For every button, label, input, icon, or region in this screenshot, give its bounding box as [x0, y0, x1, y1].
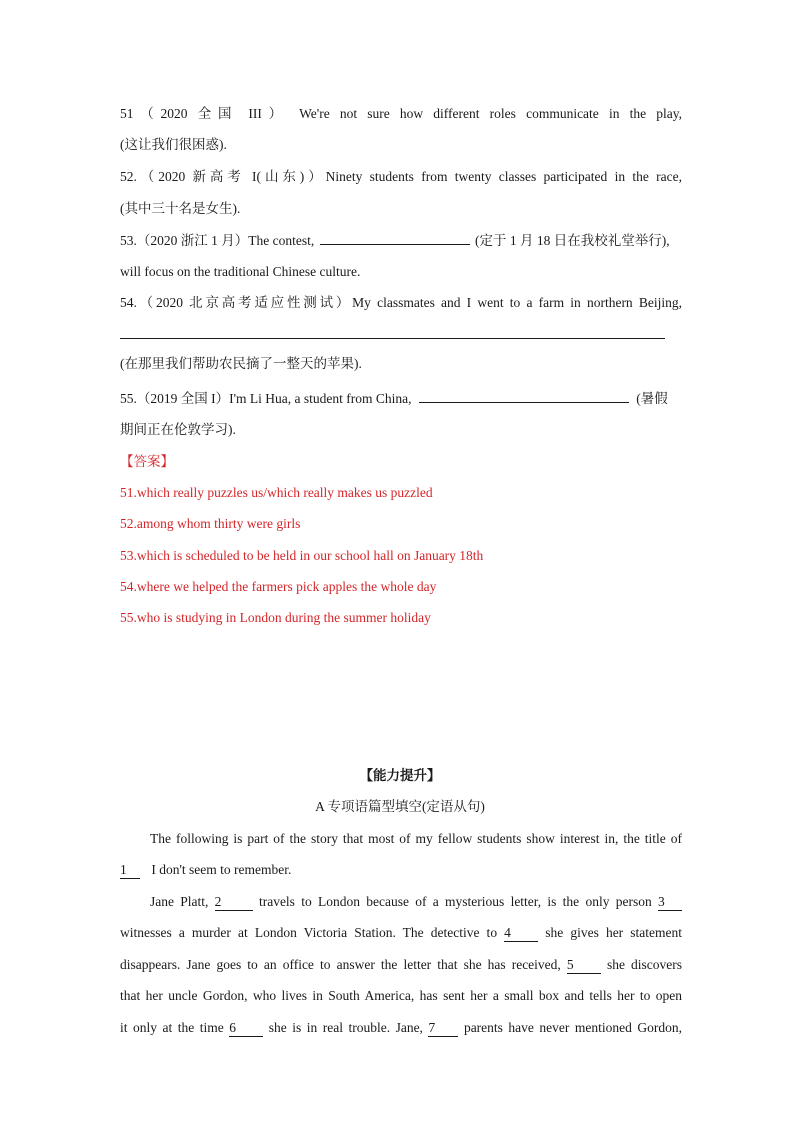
question-53-continuation: will focus on the traditional Chinese culture.	[120, 264, 361, 279]
question-52-text: 52.（2020 新高考 I(山东)）Ninety students from twenty classes participated in the race,	[120, 169, 682, 184]
answer-55: 55.who is studying in London during the summer holiday	[120, 610, 431, 625]
blank-6[interactable]: 6	[229, 1020, 263, 1037]
question-51-hint: (这让我们很困惑).	[120, 137, 227, 152]
question-54	[120, 293, 682, 313]
question-54-hint: (在那里我们帮助农民摘了一整天的苹果).	[120, 356, 362, 371]
passage-line-7	[120, 1018, 682, 1038]
question-52	[120, 167, 682, 187]
passage-line-6: that her uncle Gordon, who lives in South America, has sent her a small box and tells her to open	[120, 988, 682, 1003]
passage-text: travels to London because of a mysterious letter, is the only person	[258, 894, 652, 909]
answer-54: 54.where we helped the farmers pick apples the whole day	[120, 579, 437, 594]
answer-header: 【答案】	[120, 454, 174, 469]
answer-blank-54[interactable]	[120, 338, 665, 339]
passage-line-5	[120, 955, 682, 975]
passage-line-1: The following is part of the story that most of my fellow students show interest in, the title of	[150, 831, 682, 846]
blank-3[interactable]: 3	[658, 894, 682, 911]
passage-text: it only at the time	[120, 1020, 224, 1035]
question-54-text: 54.（2020 北京高考适应性测试）My classmates and I went to a farm in northern Beijing,	[120, 295, 682, 310]
section-title: 【能力提升】	[359, 768, 441, 783]
question-52-hint: (其中三十名是女生).	[120, 201, 241, 216]
answer-53: 53.which is scheduled to be held in our school hall on January 18th	[120, 548, 484, 563]
question-53-hint: (定于 1 月 18 日在我校礼堂举行),	[474, 233, 670, 248]
question-55-hint: (暑假	[636, 391, 668, 406]
passage-line-2	[120, 860, 682, 880]
blank-4[interactable]: 4	[504, 925, 538, 942]
blank-7[interactable]: 7	[428, 1020, 458, 1037]
passage-text: disappears. Jane goes to an office to answer the letter that she has received,	[120, 957, 561, 972]
question-55	[120, 388, 682, 409]
blank-2[interactable]: 2	[215, 894, 253, 911]
question-55-text: 55.（2019 全国 I）I'm Li Hua, a student from China,	[120, 391, 412, 406]
passage-text: she gives her statement	[545, 925, 683, 940]
passage-text: parents have never mentioned Gordon,	[463, 1020, 682, 1035]
question-51-text: 51（2020 全国 III） We're not sure how different roles communicate in the play,	[120, 106, 682, 121]
answer-blank-55[interactable]	[419, 388, 629, 403]
answer-51: 51.which really puzzles us/which really makes us puzzled	[120, 485, 433, 500]
blank-5[interactable]: 5	[567, 957, 601, 974]
passage-text: she discovers	[606, 957, 683, 972]
passage-text: she is in real trouble. Jane,	[268, 1020, 423, 1035]
passage-line-4	[120, 923, 682, 943]
passage-text: Jane Platt,	[150, 894, 209, 909]
question-53	[120, 230, 682, 251]
passage-line-3	[150, 892, 682, 912]
answer-52: 52.among whom thirty were girls	[120, 516, 301, 531]
question-53-text: 53.（2020 浙江 1 月）The contest,	[120, 233, 315, 248]
passage-line-2-text: I don't seem to remember.	[151, 862, 292, 877]
answer-blank-53[interactable]	[320, 230, 470, 245]
section-subtitle: A 专项语篇型填空(定语从句)	[315, 799, 485, 814]
passage-text: witnesses a murder at London Victoria Station. The detective to	[120, 925, 498, 940]
question-55-continuation: 期间正在伦敦学习).	[120, 422, 236, 437]
blank-1[interactable]: 1	[120, 862, 140, 879]
question-51	[120, 104, 682, 124]
